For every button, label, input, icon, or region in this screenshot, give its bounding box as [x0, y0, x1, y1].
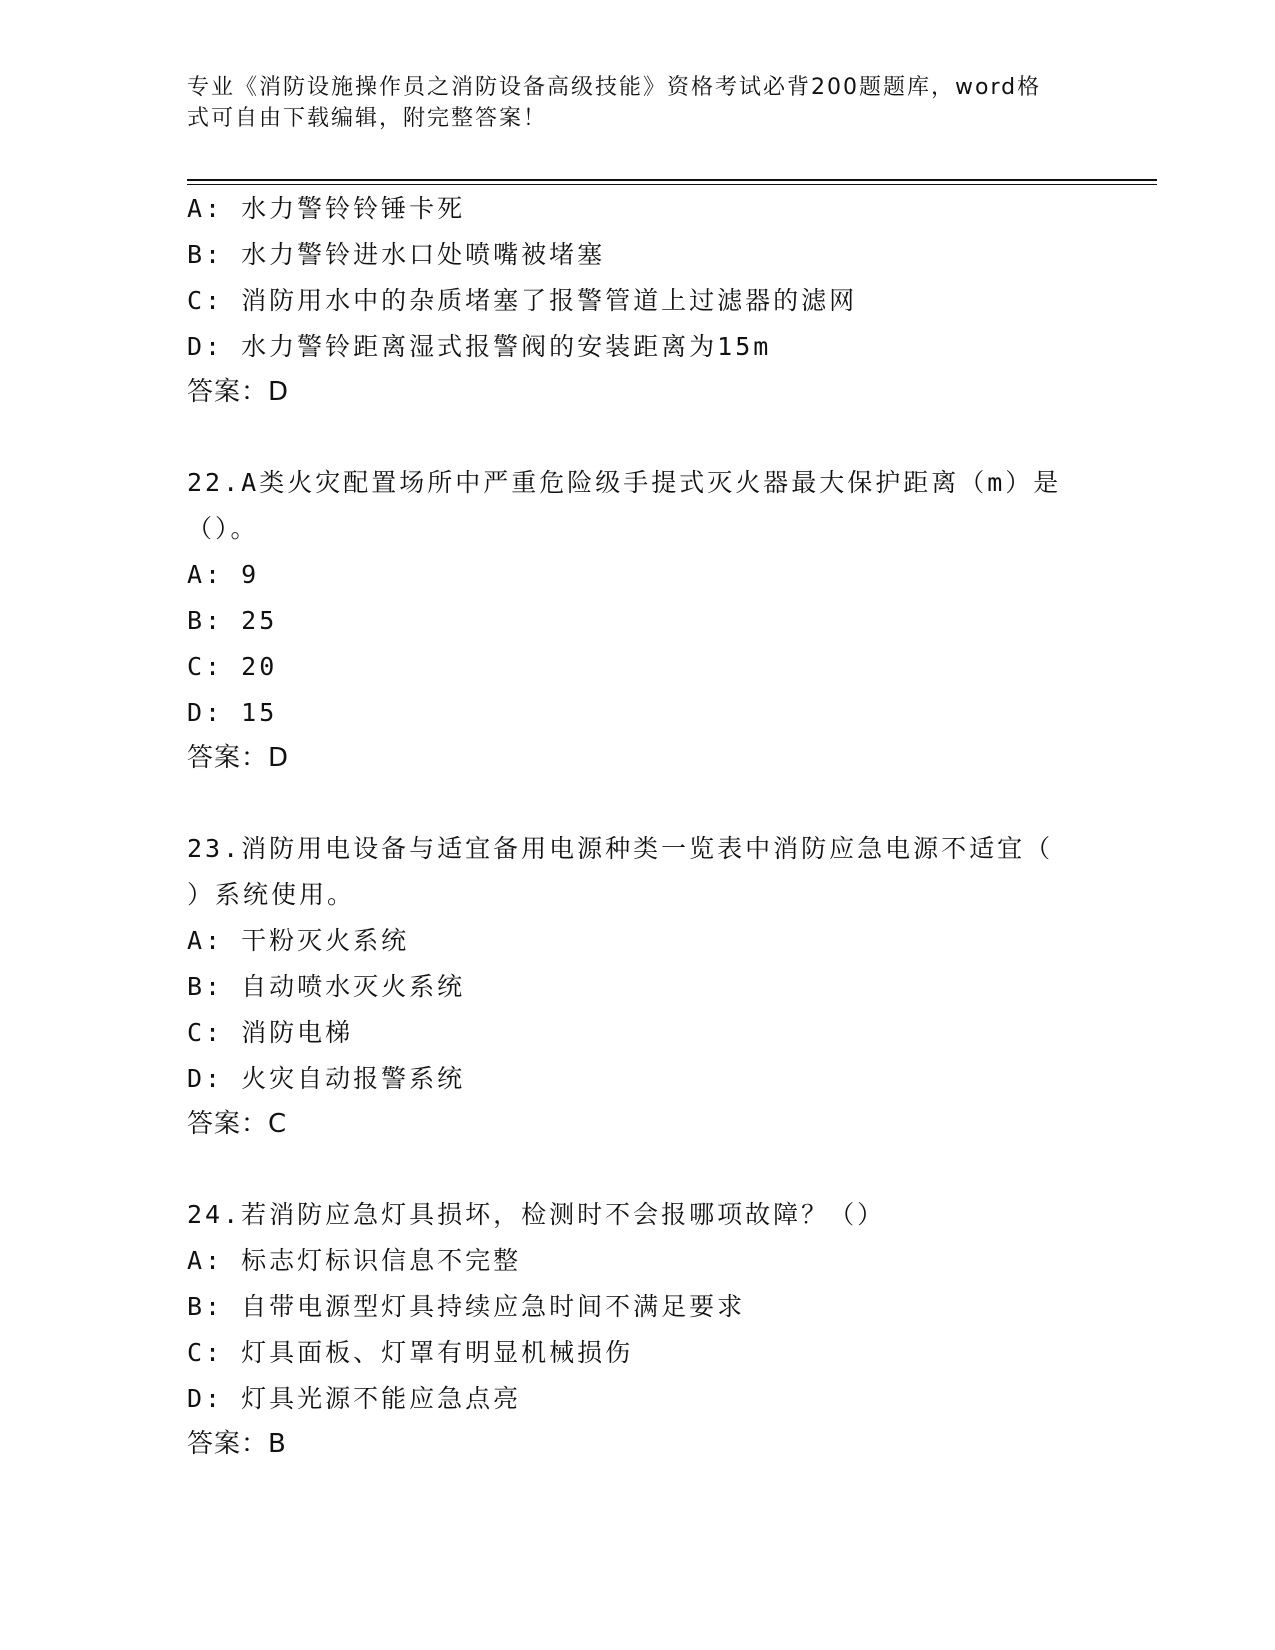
question-21 [187, 186, 1107, 414]
q24-option-c: C: 灯具面板、灯罩有明显机械损伤 [187, 1338, 634, 1367]
header-line-1: 专业《消防设施操作员之消防设备高级技能》资格考试必背200题题库，word格 [187, 75, 1042, 100]
q24-option-b: B: 自带电源型灯具持续应急时间不满足要求 [187, 1292, 746, 1321]
q24-option-d: D: 灯具光源不能应急点亮 [187, 1384, 522, 1413]
q23-answer: 答案：C [187, 1109, 288, 1139]
q23-text-line-2: ）系统使用。 [187, 880, 356, 909]
q22-text-line-1: 22.A类火灾配置场所中严重危险级手提式灭火器最大保护距离（m）是 [187, 468, 1062, 497]
q22-option-d: D: 15 [187, 698, 278, 727]
q24-answer: 答案：B [187, 1429, 287, 1459]
q21-option-b: B: 水力警铃进水口处喷嘴被堵塞 [187, 240, 606, 269]
q21-option-d: D: 水力警铃距离湿式报警阀的安装距离为15m [187, 332, 772, 361]
q21-answer: 答案：D [187, 377, 290, 407]
question-22 [187, 460, 1107, 780]
q22-answer: 答案：D [187, 743, 290, 773]
q22-text-line-2: （）。 [187, 514, 259, 543]
q23-option-d: D: 火灾自动报警系统 [187, 1064, 466, 1093]
q23-option-c: C: 消防电梯 [187, 1018, 354, 1047]
spacer [187, 414, 1107, 460]
question-24 [187, 1192, 1107, 1466]
question-23 [187, 826, 1107, 1146]
q24-text-line-1: 24.若消防应急灯具损坏，检测时不会报哪项故障？（） [187, 1200, 886, 1229]
spacer [187, 1146, 1107, 1192]
q23-option-a: A: 干粉灭火系统 [187, 926, 410, 955]
q23-text-line-1: 23.消防用电设备与适宜备用电源种类一览表中消防应急电源不适宜（ [187, 834, 1054, 863]
question-list [187, 186, 1107, 1466]
q23-option-b: B: 自动喷水灭火系统 [187, 972, 466, 1001]
q21-option-a: A: 水力警铃铃锤卡死 [187, 194, 466, 223]
q24-option-a: A: 标志灯标识信息不完整 [187, 1246, 522, 1275]
q22-option-b: B: 25 [187, 606, 278, 635]
spacer [187, 780, 1107, 826]
q22-option-c: C: 20 [187, 652, 278, 681]
q22-option-a: A: 9 [187, 560, 260, 589]
q21-option-c: C: 消防用水中的杂质堵塞了报警管道上过滤器的滤网 [187, 286, 858, 315]
document-header [187, 72, 1067, 134]
header-divider-thin [187, 184, 1157, 185]
header-divider-thick [187, 179, 1157, 181]
header-line-2: 式可自由下载编辑，附完整答案！ [187, 106, 548, 131]
